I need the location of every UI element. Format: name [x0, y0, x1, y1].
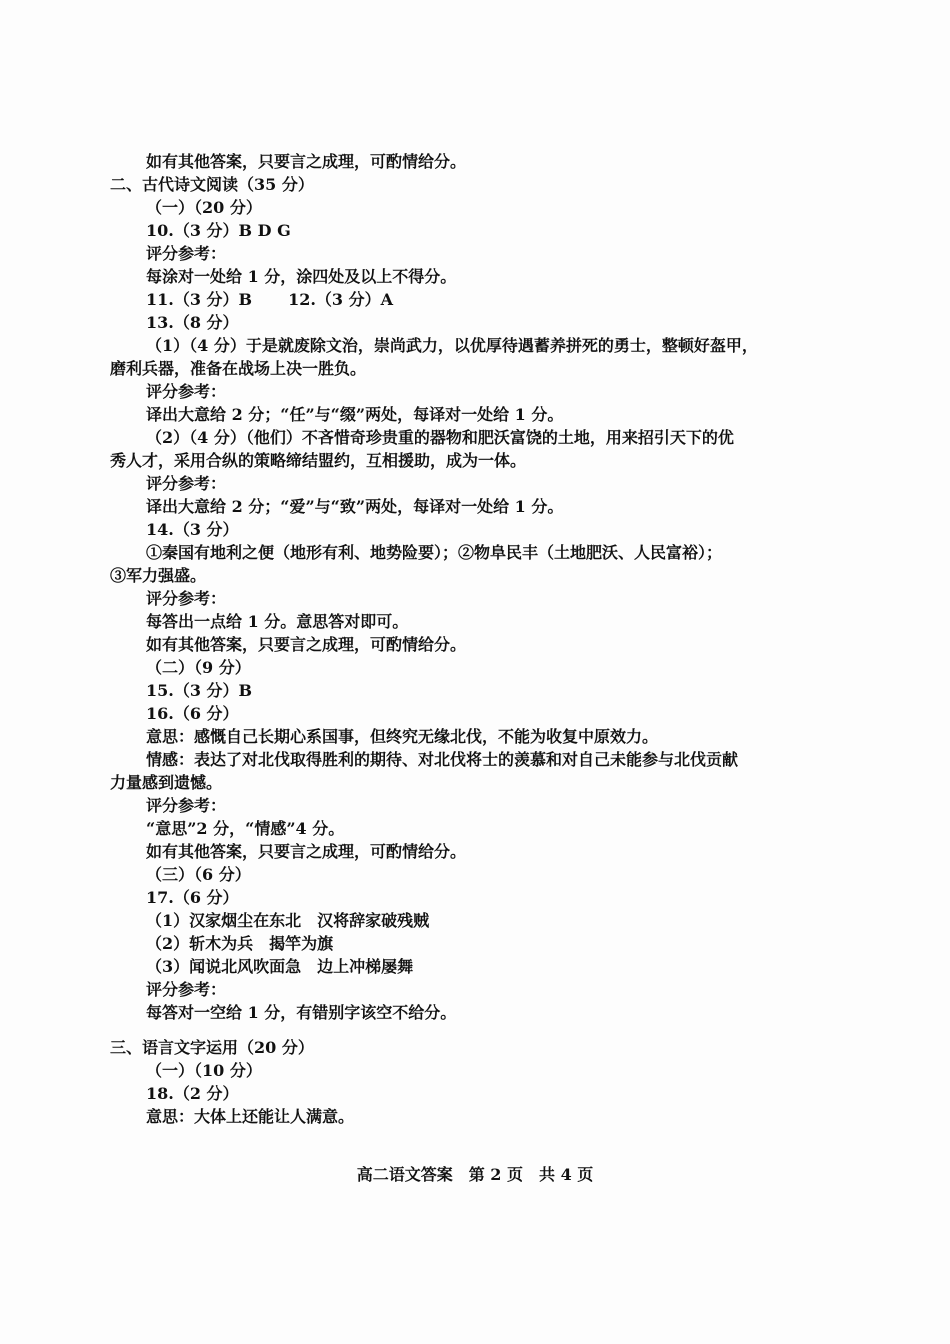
text-line: 每答对一空给 1 分，有错别字该空不给分。 — [146, 1003, 457, 1022]
text-line: 评分参考： — [146, 980, 227, 999]
text-line: 意思：大体上还能让人满意。 — [146, 1107, 355, 1126]
text-line: 每涂对一处给 1 分，涂四处及以上不得分。 — [146, 267, 457, 286]
question-line: 15.（3 分）B — [146, 681, 253, 700]
section-heading: 二、古代诗文阅读（35 分） — [110, 175, 314, 194]
question-line: 13.（8 分） — [146, 313, 239, 332]
question-line: 17.（6 分） — [146, 888, 239, 907]
text-line: 磨利兵器，准备在战场上决一胜负。 — [110, 359, 367, 378]
question-line: 18.（2 分） — [146, 1084, 239, 1103]
section-heading: 三、语言文字运用（20 分） — [110, 1038, 314, 1057]
spacer — [110, 1024, 810, 1036]
text-line: 评分参考： — [146, 474, 227, 493]
question-line: 10.（3 分）B D G — [146, 221, 291, 240]
text-line: 译出大意给 2 分；“爱”与“致”两处，每译对一处给 1 分。 — [146, 497, 564, 516]
question-12: 12.（3 分）A — [288, 290, 394, 309]
text-line: 评分参考： — [146, 244, 227, 263]
subsection-heading: （一）（20 分） — [146, 198, 262, 217]
text-line: 评分参考： — [146, 589, 227, 608]
text-line: “意思”2 分，“情感”4 分。 — [146, 819, 345, 838]
text-line: ①秦国有地利之便（地形有利、地势险要）；②物阜民丰（土地肥沃、人民富裕）； — [146, 543, 723, 562]
subsection-heading: （一）（10 分） — [146, 1061, 262, 1080]
text-line: 每答出一点给 1 分。意思答对即可。 — [146, 612, 409, 631]
text-line: 意思：感慨自己长期心系国事，但终究无缘北伐，不能为收复中原效力。 — [146, 727, 659, 746]
subsection-heading: （三）（6 分） — [146, 865, 251, 884]
text-line: 如有其他答案，只要言之成理，可酌情给分。 — [146, 635, 467, 654]
text-line: （1）（4 分）于是就废除文治，崇尚武力，以优厚待遇蓄养拼死的勇士，整顿好盔甲， — [146, 336, 758, 355]
text-line: 如有其他答案，只要言之成理，可酌情给分。 — [146, 152, 467, 171]
text-line: 力量感到遗憾。 — [110, 773, 223, 792]
subsection-heading: （二）（9 分） — [146, 658, 251, 677]
question-line — [110, 288, 810, 311]
text-line: 情感：表达了对北伐取得胜利的期待、对北伐将士的羡慕和对自己未能参与北伐贡献 — [146, 750, 739, 769]
question-11: 11.（3 分）B — [146, 290, 253, 309]
text-line: （1）汉家烟尘在东北 汉将辞家破残贼 — [146, 911, 430, 930]
text-line: 评分参考： — [146, 382, 227, 401]
answer-content — [110, 150, 810, 1128]
text-line: 如有其他答案，只要言之成理，可酌情给分。 — [146, 842, 467, 861]
text-line: （2）（4 分）（他们）不吝惜奇珍贵重的器物和肥沃富饶的土地，用来招引天下的优 — [146, 428, 734, 447]
question-line: 14.（3 分） — [146, 520, 239, 539]
text-line: ③军力强盛。 — [110, 566, 207, 585]
text-line: （2）斩木为兵 揭竿为旗 — [146, 934, 334, 953]
text-line: 译出大意给 2 分；“任”与“缀”两处，每译对一处给 1 分。 — [146, 405, 564, 424]
text-line: 评分参考： — [146, 796, 227, 815]
text-line: 秀人才，采用合纵的策略缔结盟约，互相援助，成为一体。 — [110, 451, 527, 470]
text-line: （3）闻说北风吹面急 边上冲梯屡舞 — [146, 957, 414, 976]
question-line: 16.（6 分） — [146, 704, 239, 723]
page-footer: 高二语文答案 第 2 页 共 4 页 — [356, 1165, 594, 1184]
